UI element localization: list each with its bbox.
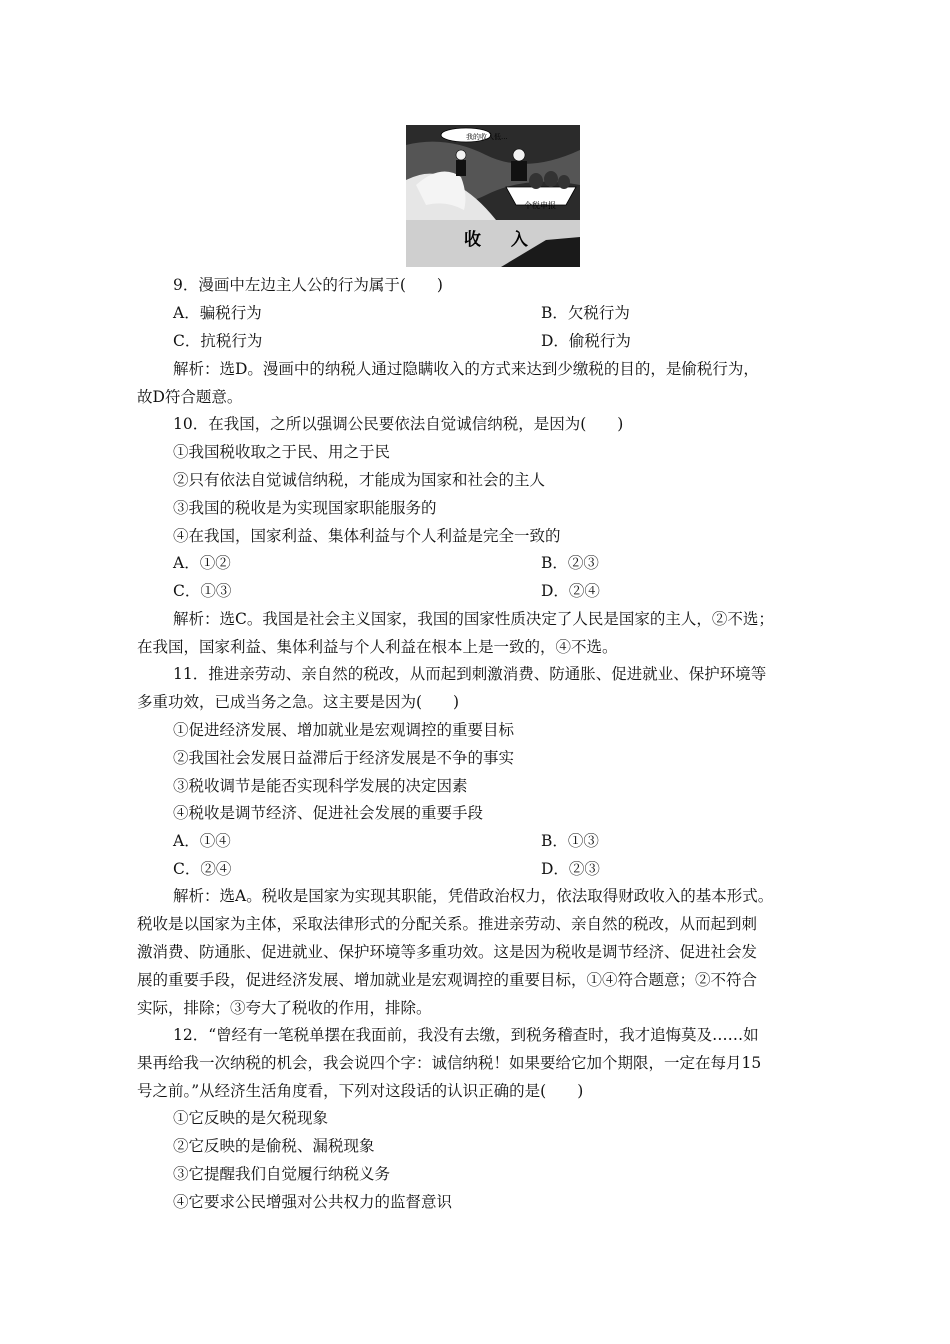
tax-cartoon [406, 125, 580, 267]
statement-item: ①它反映的是欠税现象 [173, 1109, 329, 1127]
statement-item: ④税收是调节经济、促进社会发展的重要手段 [173, 804, 484, 822]
option-b: B．欠税行为 [541, 304, 630, 322]
option-c: C．②④ [173, 860, 232, 878]
analysis-line: 在我国，国家利益、集体利益与个人利益在根本上是一致的，④不选。 [137, 638, 618, 656]
statement-item: ①我国税收取之于民、用之于民 [173, 443, 391, 461]
analysis-line: 激消费、防通胀、促进就业、保护环境等多重功效。这是因为税收是调节经济、促进社会发 [137, 943, 758, 961]
cartoon-caption: 收 入 [464, 230, 540, 250]
option-a: A．①② [173, 554, 231, 572]
option-c: C．抗税行为 [173, 332, 263, 350]
analysis-line: 解析：选D。漫画中的纳税人通过隐瞒收入的方式来达到少缴税的目的，是偷税行为， [173, 360, 759, 378]
analysis-line: 税收是以国家为主体，采取法律形式的分配关系。推进亲劳动、亲自然的税改，从而起到刺 [137, 915, 758, 933]
option-c: C．①③ [173, 582, 232, 600]
option-a: A．骗税行为 [173, 304, 262, 322]
analysis-line: 展的重要手段，促进经济发展、增加就业是宏观调控的重要目标，①④符合题意；②不符合 [137, 971, 758, 989]
statement-item: ②它反映的是偷税、漏税现象 [173, 1137, 375, 1155]
statement-item: ②我国社会发展日益滞后于经济发展是不争的事实 [173, 749, 515, 767]
statement-item: ③它提醒我们自觉履行纳税义务 [173, 1165, 391, 1183]
statement-item: ①促进经济发展、增加就业是宏观调控的重要目标 [173, 721, 515, 739]
analysis-line: 故D符合题意。 [137, 388, 243, 406]
question-stem: 号之前。”从经济生活角度看，下列对这段话的认识正确的是( ) [137, 1082, 584, 1100]
boat-label: 个税申报 [524, 201, 556, 210]
statement-item: ④它要求公民增强对公共权力的监督意识 [173, 1193, 453, 1211]
option-d: D．②③ [541, 860, 600, 878]
question-stem: 11．推进亲劳动、亲自然的税改，从而起到刺激消费、防通胀、促进就业、保护环境等 [173, 665, 767, 683]
option-b: B．②③ [541, 554, 599, 572]
speech-bubble-text: 我的收入低... [466, 133, 508, 141]
statement-item: ②只有依法自觉诚信纳税，才能成为国家和社会的主人 [173, 471, 546, 489]
statement-item: ③我国的税收是为实现国家职能服务的 [173, 499, 437, 517]
question-stem: 10．在我国，之所以强调公民要依法自觉诚信纳税，是因为( ) [173, 415, 624, 433]
question-stem: 果再给我一次纳税的机会，我会说四个字：诚信纳税！如果要给它加个期限，一定在每月15 [137, 1054, 762, 1072]
analysis-line: 解析：选C。我国是社会主义国家，我国的国家性质决定了人民是国家的主人，②不选； [173, 610, 774, 628]
option-d: D．②④ [541, 582, 600, 600]
question-stem: 12．“曾经有一笔税单摆在我面前，我没有去缴，到税务稽查时，我才追悔莫及……如 [173, 1026, 759, 1044]
statement-item: ④在我国，国家利益、集体利益与个人利益是完全一致的 [173, 527, 561, 545]
question-stem: 9．漫画中左边主人公的行为属于( ) [173, 276, 443, 294]
analysis-line: 解析：选A。税收是国家为实现其职能，凭借政治权力，依法取得财政收入的基本形式。 [173, 887, 774, 905]
analysis-line: 实际，排除；③夸大了税收的作用，排除。 [137, 999, 432, 1017]
option-a: A．①④ [173, 832, 231, 850]
option-b: B．①③ [541, 832, 599, 850]
statement-item: ③税收调节是能否实现科学发展的决定因素 [173, 777, 468, 795]
question-stem: 多重功效，已成当务之急。这主要是因为( ) [137, 693, 460, 711]
option-d: D．偷税行为 [541, 332, 631, 350]
